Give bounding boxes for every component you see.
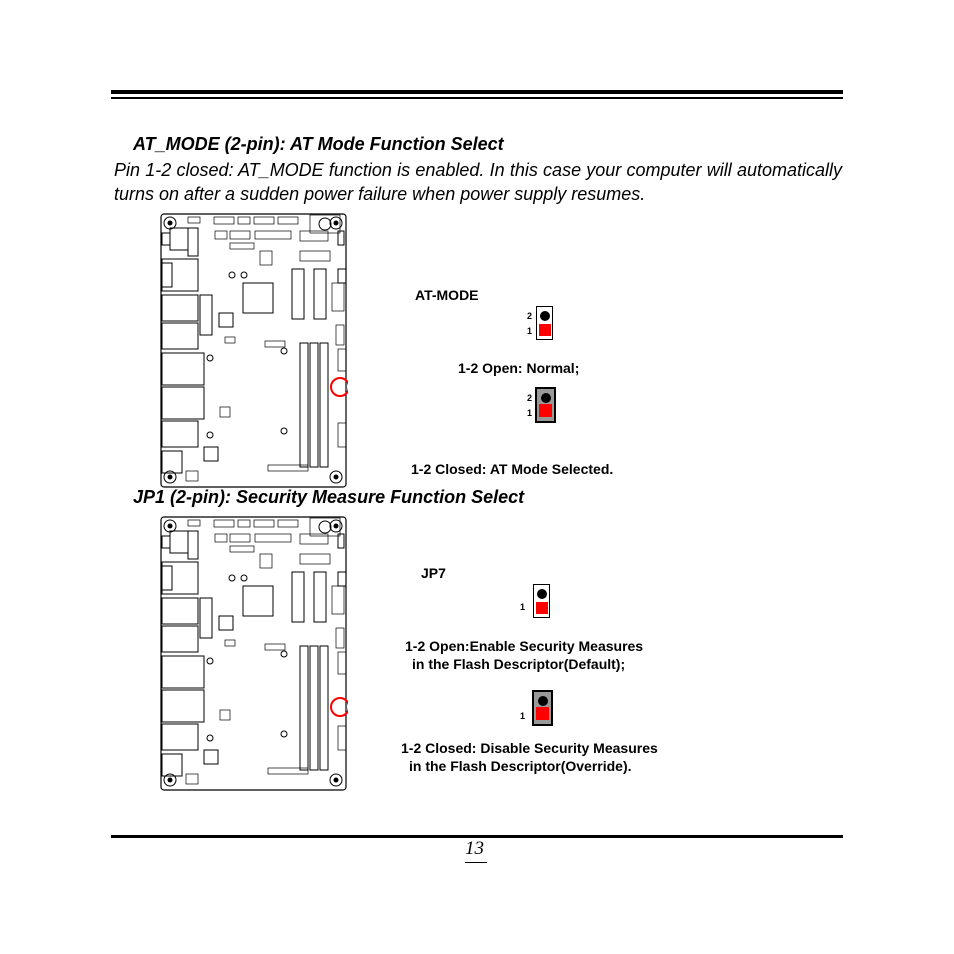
jp1-closed-label-line2: in the Flash Descriptor(Override). — [409, 758, 632, 774]
pin-label-1: 1 — [527, 326, 533, 336]
pin-2-marker — [541, 393, 551, 403]
jp1-jumper-open — [533, 584, 550, 618]
pin-label-1: 1 — [520, 602, 526, 612]
pin-label-1: 1 — [527, 408, 533, 418]
page-number: 13 — [465, 838, 484, 859]
section-heading-at-mode: AT_MODE (2-pin): AT Mode Function Select — [133, 134, 504, 154]
section-heading-jp1: JP1 (2-pin): Security Measure Function Select — [133, 487, 525, 507]
jp1-jumper-title: JP7 — [421, 565, 446, 581]
pin-label-1: 1 — [520, 711, 526, 721]
pin-1-marker — [539, 404, 552, 417]
header-rule-thin — [111, 97, 843, 99]
jp1-jumper-closed — [532, 690, 553, 726]
page-number-underline — [465, 862, 487, 863]
jp1-open-label-line1: 1-2 Open:Enable Security Measures — [405, 638, 644, 654]
pin-1-marker — [536, 602, 548, 614]
pin-2-marker — [537, 589, 547, 599]
at-mode-open-label: 1-2 Open: Normal; — [458, 360, 580, 376]
at-mode-closed-label: 1-2 Closed: AT Mode Selected. — [411, 461, 614, 477]
pin-2-marker — [540, 311, 550, 321]
pin-1-marker — [536, 707, 549, 720]
at-mode-jumper-open — [536, 306, 553, 340]
motherboard-diagram-jp1 — [160, 516, 348, 792]
pin-label-2: 2 — [527, 311, 533, 321]
header-rule-thick — [111, 90, 843, 94]
jp1-open-label-line2: in the Flash Descriptor(Default); — [412, 656, 626, 672]
motherboard-diagram-at-mode — [160, 213, 348, 489]
section-paragraph-at-mode: Pin 1-2 closed: AT_MODE function is enabled. In this case your computer will automatically turns on after a sudden power failure when power supply resumes. — [114, 160, 842, 204]
pin-label-2: 2 — [527, 393, 533, 403]
jp1-closed-label-line1: 1-2 Closed: Disable Security Measures — [401, 740, 658, 756]
pin-2-marker — [538, 696, 548, 706]
at-mode-jumper-closed — [535, 387, 556, 423]
pin-1-marker — [539, 324, 551, 336]
at-mode-jumper-title: AT-MODE — [415, 287, 479, 303]
